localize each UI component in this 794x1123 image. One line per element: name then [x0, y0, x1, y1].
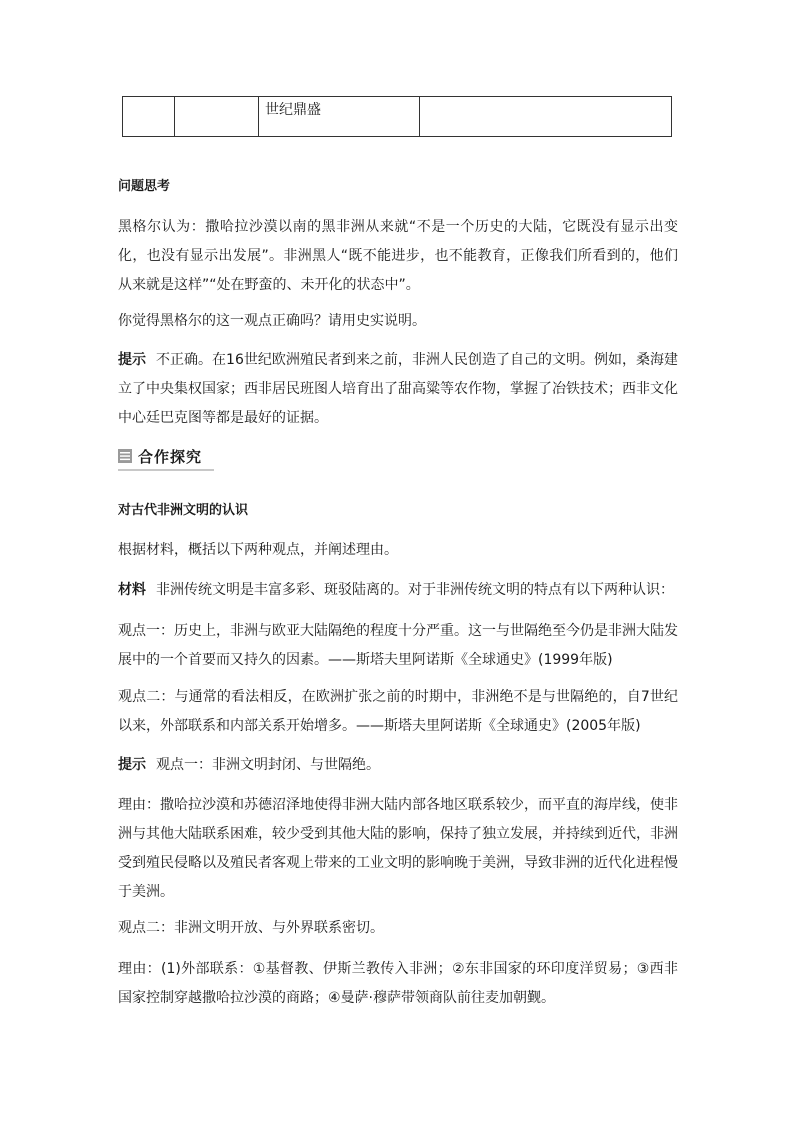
table-cell: [123, 97, 175, 137]
view-one-paragraph: 观点一：历史上，非洲与欧亚大陆隔绝的程度十分严重。这一与世隔绝至今仍是非洲大陆发展中的一个首要而又持久的因素。——斯塔夫里阿诺斯《全球通史》(1999年版): [118, 623, 678, 668]
question-prompt: 你觉得黑格尔的这一观点正确吗？请用史实说明。: [118, 313, 426, 329]
hint-label: 提示: [118, 757, 146, 773]
view-two-summary: 观点二：非洲文明开放、与外界联系密切。: [118, 920, 384, 936]
material-text: 非洲传统文明是丰富多彩、斑驳陆离的。对于非洲传统文明的特点有以下两种认识：: [156, 582, 674, 598]
hint-text: 观点一：非洲文明封闭、与世隔绝。: [156, 757, 380, 773]
hint-label: 提示: [118, 352, 147, 368]
question-heading: 问题思考: [118, 179, 171, 194]
reason-two-paragraph: 理由：(1)外部联系：①基督教、伊斯兰教传入非洲；②东非国家的环印度洋贸易；③西非国家控制穿越撒哈拉沙漠的商路；④曼萨·穆萨带领商队前往麦加朝觐。: [118, 961, 678, 1006]
instruction-text: 根据材料，概括以下两种观点，并阐述理由。: [118, 542, 398, 558]
section-heading: [118, 444, 214, 468]
list-icon: [118, 449, 132, 463]
answer-hint: [118, 751, 678, 780]
section-divider: [118, 469, 214, 471]
table-fragment: [122, 96, 672, 137]
question-hint: [118, 346, 678, 433]
material-label: 材料: [118, 582, 146, 598]
reason-one-paragraph: 理由：撒哈拉沙漠和苏德沼泽地使得非洲大陆内部各地区联系较少，而平直的海岸线，使非洲与其他大陆联系困难，较少受到其他大陆的影响，保持了独立发展，并持续到近代，非洲受到殖民侵略以及殖民者客观上带来的工业文明的影响晚于美洲，导致非洲的近代化进程慢于美洲。: [118, 797, 678, 900]
table-row: [123, 97, 672, 137]
subheading: 对古代非洲文明的认识: [118, 503, 249, 518]
table-cell: [175, 97, 259, 137]
section-title: 合作探究: [138, 447, 203, 466]
hint-text: 不正确。在16世纪欧洲殖民者到来之前，非洲人民创造了自己的文明。例如，桑海建立了中央集权国家；西非居民班图人培育出了甜高粱等农作物，掌握了冶铁技术；西非文化中心廷巴克图等都是最好的证据。: [118, 352, 679, 426]
table-cell: [420, 97, 672, 137]
table-cell: 世纪鼎盛: [259, 97, 420, 137]
view-two-paragraph: 观点二：与通常的看法相反，在欧洲扩张之前的时期中，非洲绝不是与世隔绝的，自7世纪以来，外部联系和内部关系开始增多。——斯塔夫里阿诺斯《全球通史》(2005年版): [118, 689, 678, 734]
material-paragraph: [118, 576, 678, 605]
question-paragraph: 黑格尔认为：撒哈拉沙漠以南的黑非洲从来就“不是一个历史的大陆，它既没有显示出变化，也没有显示出发展”。非洲黑人“既不能进步，也不能教育，正像我们所看到的，他们从来就是这样”“处在野蛮的、未开化的状态中”。: [118, 219, 678, 293]
